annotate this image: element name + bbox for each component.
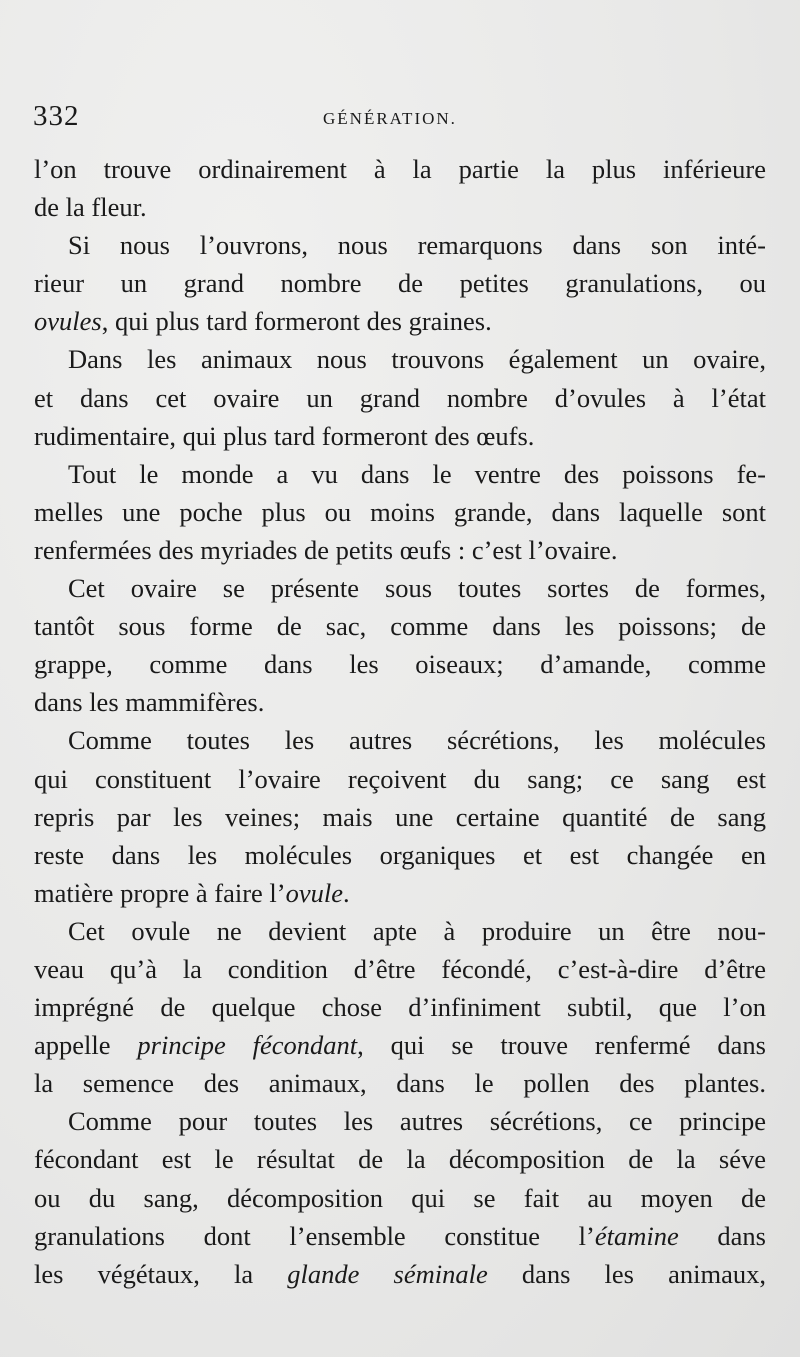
text-line: l’on trouve ordinairement à la partie la plus inférieure xyxy=(34,154,766,184)
text-line: ou du sang, décomposition qui se fait au moyen de xyxy=(34,1182,766,1213)
text-line: Cet ovaire se présente sous toutes sortes de formes, xyxy=(68,573,766,604)
text-line: la semence des animaux, dans le pollen des plantes. xyxy=(34,1068,766,1099)
text-line: tantôt sous forme de sac, comme dans les poissons; de xyxy=(34,611,766,642)
text-line: dans les mammifères. xyxy=(34,687,265,718)
italic-term: principe fécondant xyxy=(137,1030,358,1061)
text-line: Comme toutes les autres sécrétions, les molécules xyxy=(68,725,766,756)
running-head: GÉNÉRATION. xyxy=(323,109,457,128)
page-number: 332 xyxy=(33,100,80,132)
text-line: et dans cet ovaire un grand nombre d’ovules à l’état xyxy=(34,382,766,413)
text-line: granulations dont l’ensemble constitue l’étamine dans xyxy=(34,1220,766,1251)
text-line: reste dans les molécules organiques et est changée en xyxy=(34,839,766,870)
text-line: Cet ovule ne devient apte à produire un être nou- xyxy=(68,915,766,946)
text-line: veau qu’à la condition d’être fécondé, c’est-à-dire d’être xyxy=(34,953,766,984)
italic-term: ovules xyxy=(34,306,102,337)
page-header xyxy=(33,100,773,140)
text-line: imprégné de quelque chose d’infiniment subtil, que l’on xyxy=(34,992,766,1023)
text-line: renfermées des myriades de petits œufs : c’est l’ovaire. xyxy=(34,534,618,565)
text-line: matière propre à faire l’ovule. xyxy=(34,877,350,908)
body-text xyxy=(34,150,766,1293)
text-line: rudimentaire, qui plus tard formeront des œufs. xyxy=(34,420,535,451)
italic-term: étamine xyxy=(594,1220,679,1251)
text-line: Si nous l’ouvrons, nous remarquons dans son inté- xyxy=(68,230,766,261)
text-line: grappe, comme dans les oiseaux; d’amande, comme xyxy=(34,649,766,680)
italic-term: glande séminale xyxy=(287,1258,488,1289)
text-line: appelle principe fécondant, qui se trouve renfermé dans xyxy=(34,1030,766,1061)
text-line: de la fleur. xyxy=(34,192,147,223)
text-line: qui constituent l’ovaire reçoivent du sang; ce sang est xyxy=(34,763,766,794)
text-line: melles une poche plus ou moins grande, dans laquelle sont xyxy=(34,496,766,527)
text-line: repris par les veines; mais une certaine quantité de sang xyxy=(34,801,766,832)
text-line: Comme pour toutes les autres sécrétions, ce principe xyxy=(68,1106,766,1137)
text-line: les végétaux, la glande séminale dans les animaux, xyxy=(34,1258,767,1289)
text-line: Tout le monde a vu dans le ventre des poissons fe- xyxy=(68,458,766,489)
text-line: fécondant est le résultat de la décomposition de la séve xyxy=(34,1144,766,1175)
text-line: ovules, qui plus tard formeront des graines. xyxy=(34,306,492,337)
italic-term: ovule xyxy=(285,877,343,908)
text-line: rieur un grand nombre de petites granulations, ou xyxy=(34,268,766,299)
text-line: Dans les animaux nous trouvons également un ovaire, xyxy=(68,344,766,375)
